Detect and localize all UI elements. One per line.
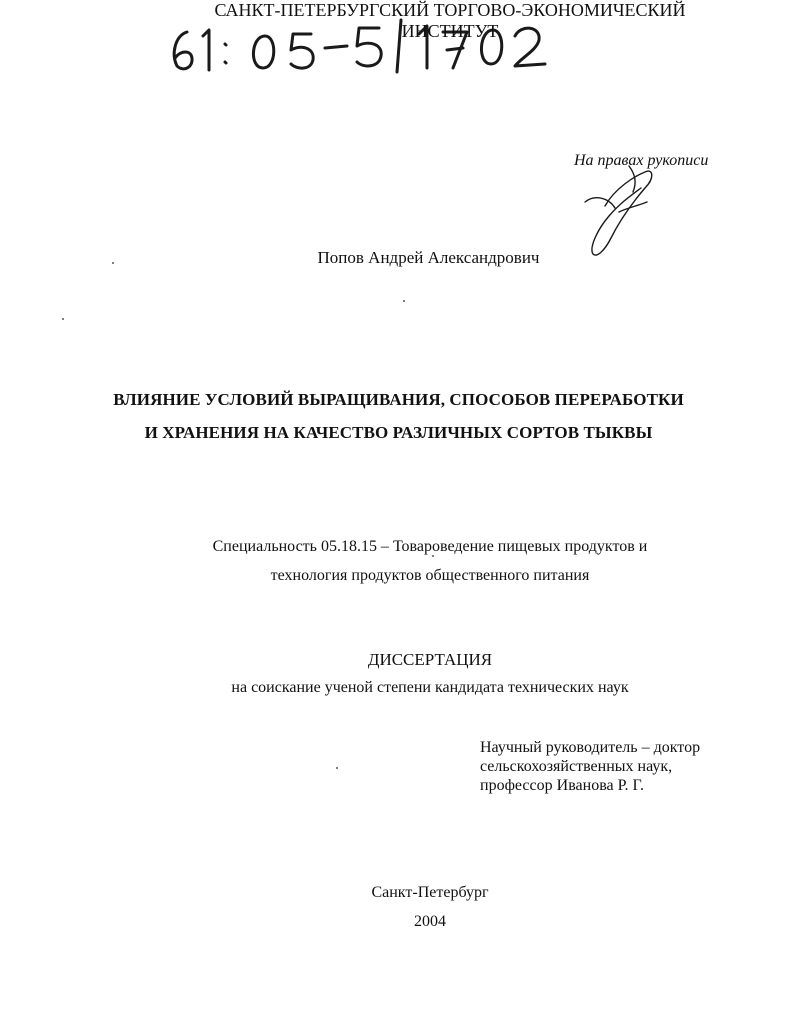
manuscript-rights-note: На правах рукописи	[574, 152, 709, 169]
scan-speck	[403, 300, 405, 302]
advisor-line3: профессор Иванова Р. Г.	[480, 777, 644, 794]
year: 2004	[414, 913, 446, 930]
institute-name-line2: ИНСТИТУТ	[401, 21, 499, 41]
scan-speck	[62, 318, 64, 320]
specialty-line2: технология продуктов общественного питания	[270, 567, 590, 584]
scan-speck	[432, 555, 434, 557]
advisor-line1: Научный руководитель – доктор	[480, 739, 701, 756]
institute-name-line1: САНКТ-ПЕТЕРБУРГСКИЙ ТОРГОВО-ЭКОНОМИЧЕСКИЙ	[214, 0, 686, 20]
scan-speck	[112, 262, 114, 264]
scan-speck	[336, 767, 338, 769]
document-type: ДИССЕРТАЦИЯ	[367, 650, 493, 669]
scientific-advisor	[480, 738, 700, 795]
specialty-line1: Специальность 05.18.15 – Товароведение пищевых продуктов и	[212, 538, 648, 555]
title-line1: ВЛИЯНИЕ УСЛОВИЙ ВЫРАЩИВАНИЯ, СПОСОБОВ ПЕРЕРАБОТКИ	[113, 390, 684, 409]
city: Санкт-Петербург	[371, 884, 489, 901]
advisor-line2: сельскохозяйственных наук,	[480, 758, 673, 775]
author-name: Попов Андрей Александрович	[317, 248, 540, 267]
title-line2: И ХРАНЕНИЯ НА КАЧЕСТВО РАЗЛИЧНЫХ СОРТОВ ТЫКВЫ	[144, 423, 653, 442]
degree-description: на соискание ученой степени кандидата технических наук	[231, 679, 629, 696]
